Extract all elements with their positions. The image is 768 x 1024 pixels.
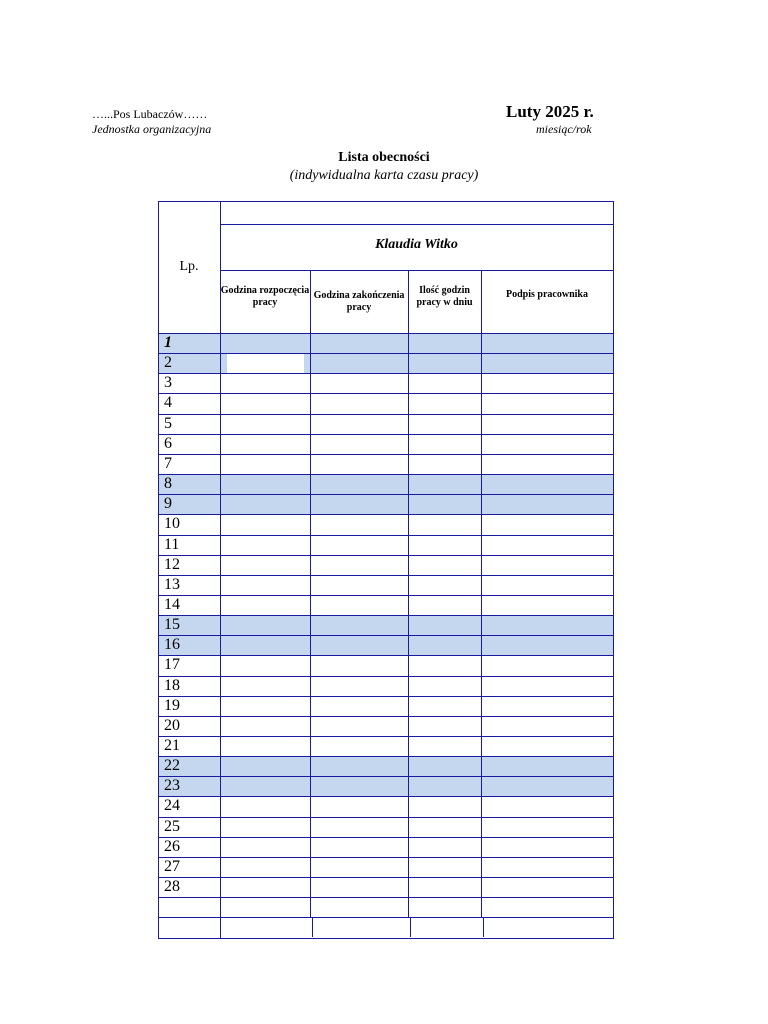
column-divider	[312, 917, 313, 937]
row-number: 15	[164, 616, 180, 634]
row-number: 18	[164, 676, 180, 694]
row-number: 16	[164, 636, 180, 654]
row-line	[158, 837, 614, 838]
column-divider	[408, 270, 409, 917]
row-number: 6	[164, 434, 172, 452]
row-line	[158, 756, 614, 757]
row-number: 9	[164, 495, 172, 513]
row-line	[158, 857, 614, 858]
column-header-hours: Ilość godzin pracy w dniu	[416, 285, 473, 308]
row-number: 4	[164, 394, 172, 412]
column-divider	[310, 270, 311, 917]
document-subtitle: (indywidualna karta czasu pracy)	[289, 168, 479, 183]
row-number: 27	[164, 857, 180, 875]
row-line	[158, 595, 614, 596]
row-line	[158, 535, 614, 536]
row-line	[158, 917, 614, 918]
row-line	[158, 817, 614, 818]
employee-name: Klaudia Witko	[375, 237, 458, 252]
lp-column-divider	[220, 201, 221, 939]
weekend-row-highlight	[159, 474, 613, 494]
row-line	[158, 696, 614, 697]
blank-cell-patch	[227, 354, 304, 373]
table-right-border	[613, 201, 614, 939]
weekend-row-highlight	[159, 756, 613, 776]
weekend-row-highlight	[159, 494, 613, 514]
row-number: 20	[164, 716, 180, 734]
month-year: Luty 2025 r.	[506, 102, 594, 121]
row-line	[158, 877, 614, 878]
column-header-top-border	[220, 270, 614, 271]
row-number: 1	[164, 334, 172, 351]
row-line	[158, 514, 614, 515]
column-header-signature: Podpis pracownika	[506, 289, 588, 300]
row-line	[158, 353, 614, 354]
row-number: 12	[164, 555, 180, 573]
row-number: 8	[164, 475, 172, 493]
row-number: 11	[164, 535, 180, 553]
document-title: Lista obecności	[338, 150, 430, 165]
row-line	[158, 776, 614, 777]
column-divider	[483, 917, 484, 937]
row-number: 14	[164, 595, 180, 613]
table-top-border	[158, 201, 614, 202]
row-number: 24	[164, 797, 180, 815]
row-number: 23	[164, 777, 180, 795]
row-line	[158, 454, 614, 455]
row-line	[158, 655, 614, 656]
lp-column-header: Lp.	[179, 259, 199, 274]
table-left-border	[158, 201, 159, 939]
row-line	[158, 393, 614, 394]
row-number: 28	[164, 878, 180, 896]
row-line	[158, 414, 614, 415]
row-line	[158, 434, 614, 435]
row-number: 19	[164, 696, 180, 714]
row-line	[158, 555, 614, 556]
column-header-end-time: Godzina zakończenia pracy	[313, 290, 405, 313]
row-number: 10	[164, 515, 180, 533]
row-number: 13	[164, 575, 180, 593]
row-line	[158, 494, 614, 495]
row-line	[158, 635, 614, 636]
row-number: 5	[164, 414, 172, 432]
row-number: 22	[164, 757, 180, 775]
weekend-row-highlight	[159, 333, 613, 353]
weekend-row-highlight	[159, 776, 613, 796]
row-line	[158, 938, 614, 939]
rows-top-border	[158, 333, 614, 334]
weekend-row-highlight	[159, 615, 613, 635]
row-line	[158, 676, 614, 677]
row-number: 21	[164, 737, 180, 754]
row-number: 26	[164, 837, 180, 855]
column-divider	[481, 270, 482, 917]
column-header-start-time: Godzina rozpoczęcia pracy	[220, 285, 310, 308]
column-divider	[410, 917, 411, 937]
organizational-unit-caption: Jednostka organizacyjna	[92, 122, 212, 136]
weekend-row-highlight	[159, 635, 613, 655]
month-year-caption: miesiąc/rok	[536, 122, 592, 136]
row-line	[158, 736, 614, 737]
row-line	[158, 796, 614, 797]
row-number: 2	[164, 354, 172, 372]
row-number: 17	[164, 656, 180, 674]
row-number: 3	[164, 374, 172, 392]
row-number: 25	[164, 817, 180, 835]
row-line	[158, 615, 614, 616]
row-line	[158, 373, 614, 374]
row-line	[158, 897, 614, 898]
row-line	[158, 474, 614, 475]
row-number: 7	[164, 454, 172, 472]
organizational-unit-name: …...Pos Lubaczów……	[92, 107, 208, 121]
row-line	[158, 575, 614, 576]
row-line	[158, 716, 614, 717]
name-row-top-border	[220, 224, 614, 225]
